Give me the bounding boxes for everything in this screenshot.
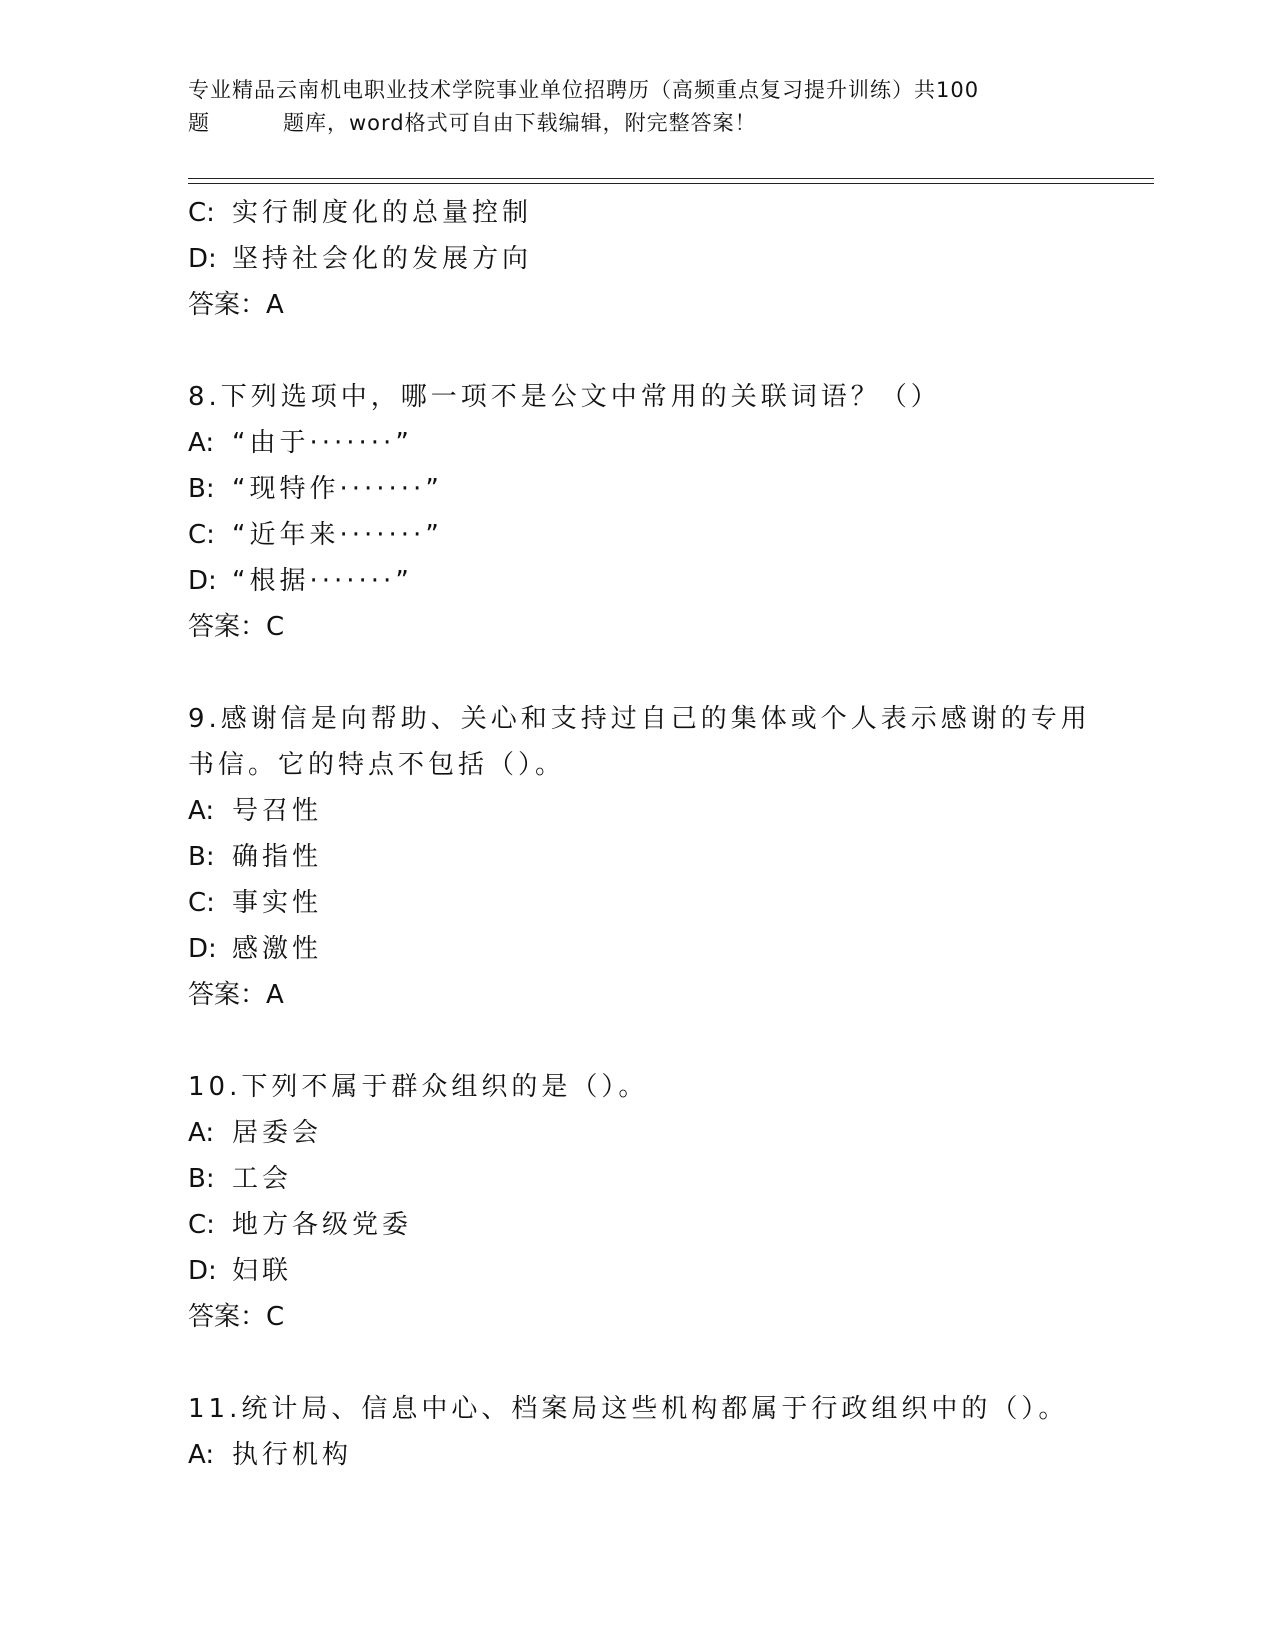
option-text: 妇联 [232, 1256, 293, 1286]
answer-line: 答案：C [188, 612, 285, 642]
option-label: D: [188, 1256, 217, 1286]
option-text: 实行制度化的总量控制 [232, 198, 533, 228]
header-divider [188, 178, 1154, 179]
option-b [188, 466, 1148, 512]
option-label: A: [188, 1440, 215, 1470]
header-title-fragment: 题库，word格式可自由下载编辑，附完整答案！ [283, 111, 757, 135]
option-label: D: [188, 566, 217, 596]
option-b [188, 1156, 1148, 1202]
option-label: C: [188, 1210, 215, 1240]
question-8-text: 8.下列选项中，哪一项不是公文中常用的关联词语？（） [188, 382, 941, 412]
question-11-text: 11.统计局、信息中心、档案局这些机构都属于行政组织中的（）。 [188, 1394, 1069, 1424]
option-label: C: [188, 888, 215, 918]
option-text: “由于·······” [232, 428, 413, 458]
option-text: 感激性 [232, 934, 323, 964]
option-text: “现特作·······” [232, 474, 443, 504]
option-label: D: [188, 934, 217, 964]
header-title-fragment: 题 [188, 111, 210, 135]
question-9-text-line-1: 9.感谢信是向帮助、关心和支持过自己的集体或个人表示感谢的专用 [188, 704, 1091, 734]
option-a [188, 788, 1148, 834]
option-d [188, 926, 1148, 972]
option-text: 事实性 [232, 888, 323, 918]
page-header [188, 74, 1088, 140]
header-title-line-1: 专业精品云南机电职业技术学院事业单位招聘历（高频重点复习提升训练）共100 [188, 78, 980, 102]
option-label: A: [188, 796, 215, 826]
header-divider [188, 183, 1154, 184]
option-label: B: [188, 474, 215, 504]
option-text: 号召性 [232, 796, 323, 826]
option-a [188, 1432, 1148, 1478]
option-c [188, 512, 1148, 558]
option-c [188, 1202, 1148, 1248]
option-text: 居委会 [232, 1118, 323, 1148]
option-c [188, 880, 1148, 926]
option-d [188, 558, 1148, 604]
option-text: 执行机构 [232, 1440, 353, 1470]
option-label: D: [188, 244, 217, 274]
option-d [188, 1248, 1148, 1294]
option-a [188, 1110, 1148, 1156]
answer-line: 答案：A [188, 290, 284, 320]
document-body [188, 190, 1148, 1478]
option-label: A: [188, 1118, 215, 1148]
header-title-line-2 [188, 107, 1088, 140]
option-text: 工会 [232, 1164, 293, 1194]
question-10-text: 10.下列不属于群众组织的是（）。 [188, 1072, 649, 1102]
option-text: 确指性 [232, 842, 323, 872]
option-label: C: [188, 198, 215, 228]
option-d [188, 236, 1148, 282]
answer-line: 答案：C [188, 1302, 285, 1332]
option-text: 坚持社会化的发展方向 [232, 244, 533, 274]
option-label: C: [188, 520, 215, 550]
option-text: “根据·······” [232, 566, 413, 596]
option-b [188, 834, 1148, 880]
option-label: B: [188, 1164, 215, 1194]
option-text: 地方各级党委 [232, 1210, 413, 1240]
answer-line: 答案：A [188, 980, 284, 1010]
option-label: B: [188, 842, 215, 872]
option-label: A: [188, 428, 215, 458]
option-text: “近年来·······” [232, 520, 443, 550]
option-c [188, 190, 1148, 236]
question-9-text-line-2: 书信。它的特点不包括（）。 [188, 750, 566, 780]
option-a [188, 420, 1148, 466]
